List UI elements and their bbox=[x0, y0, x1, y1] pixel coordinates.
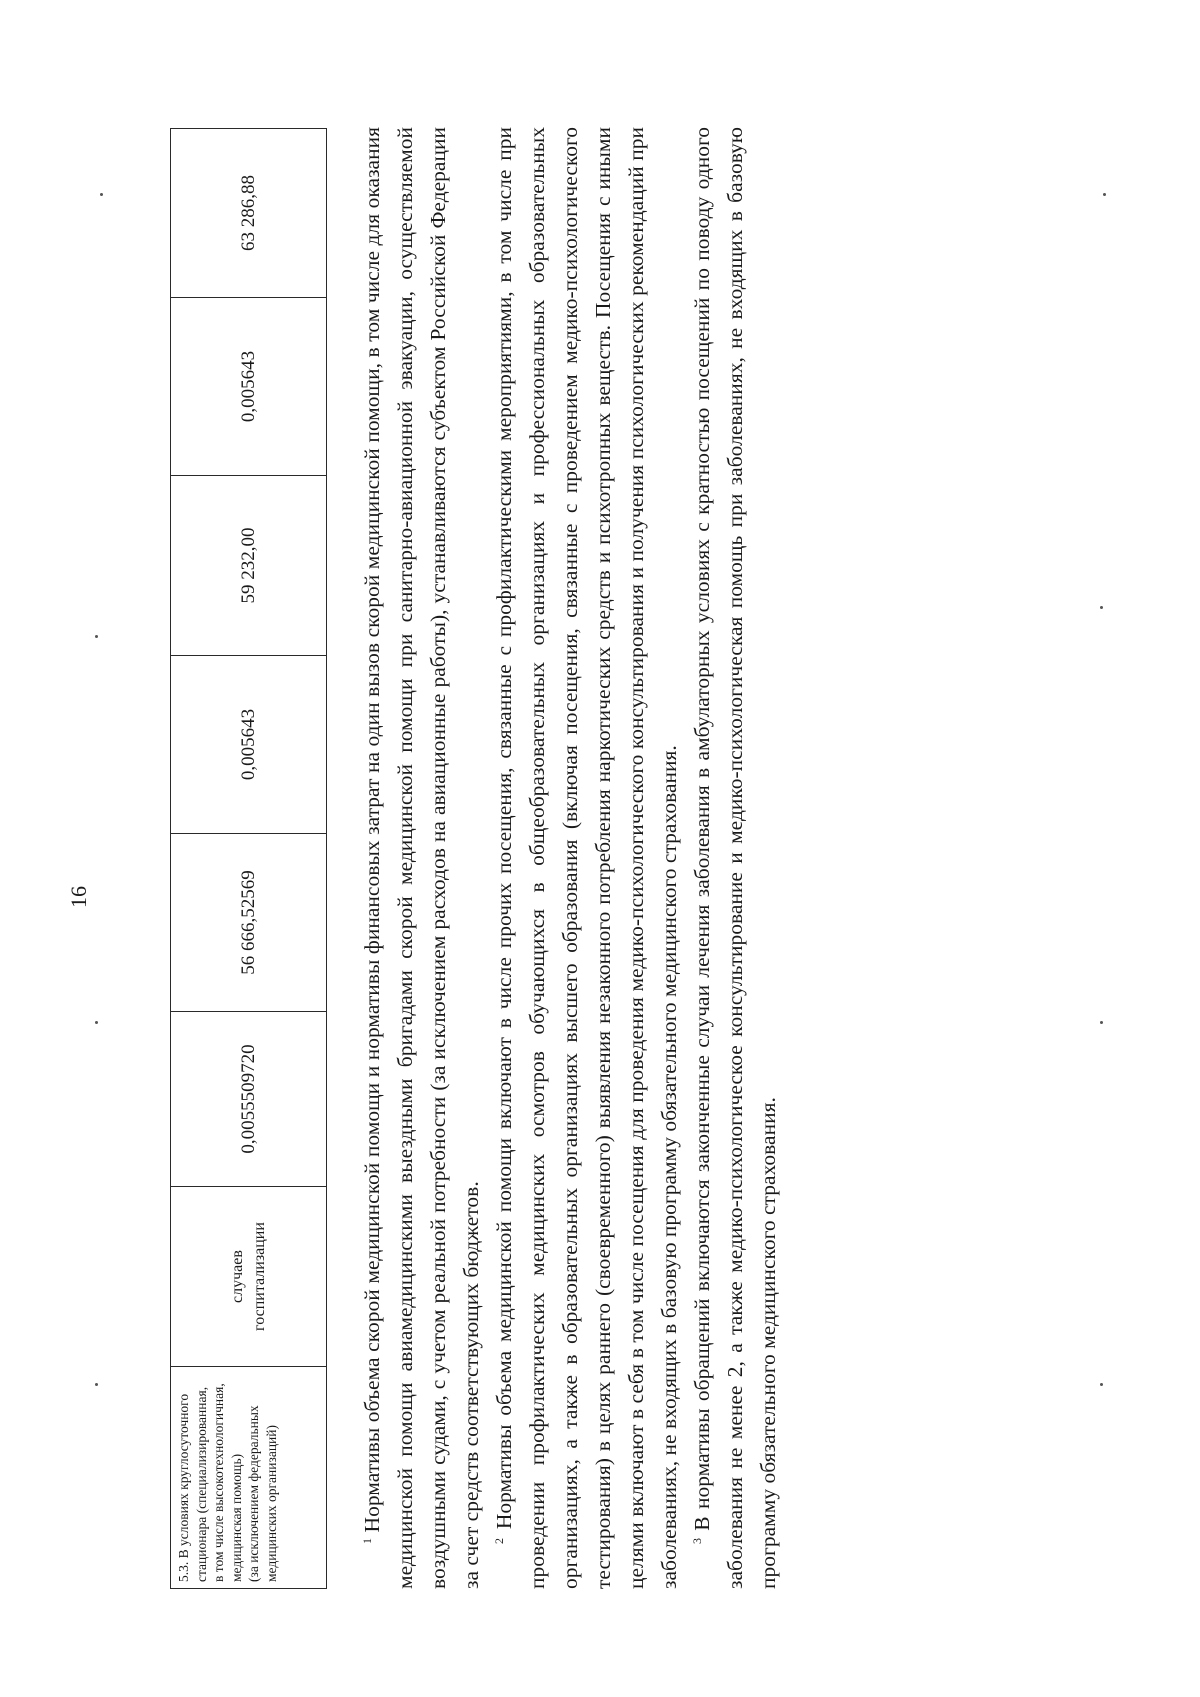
value-cell: 0,0055509720 bbox=[171, 1012, 327, 1187]
row-name-line: медицинских организаций) bbox=[263, 1425, 279, 1582]
unit-cell bbox=[171, 1187, 327, 1367]
scan-speck bbox=[100, 193, 103, 196]
row-name-line: 5.3. В условиях круглосуточного bbox=[176, 1393, 191, 1582]
scan-speck bbox=[1100, 1383, 1103, 1386]
unit-line: госпитализации bbox=[250, 1222, 268, 1331]
footnote-text: Нормативы объема скорой медицинской помощи и нормативы финансовых затрат на один вызов скорой медицинской помощи, в том числе для оказания медицинской помощи авиамедицинскими выездными бригадами скорой медицинской помощи при санитарно-авиационной эвакуации, осуществляемой воздушными судами, с учетом реальной потребности (за исключением расходов на авиационные работы), устанавливаются субъектом Российской Федерации за счет средств соответствующих бюджетов. bbox=[360, 126, 483, 1589]
row-name-cell bbox=[171, 1367, 327, 1589]
row-name-line: (за исключением федеральных bbox=[246, 1405, 262, 1582]
scan-speck bbox=[95, 1021, 98, 1024]
scan-speck bbox=[95, 635, 98, 638]
footnote-text: Нормативы объема медицинской помощи включают в числе прочих посещения, связанные с профилактическими мероприятиями, в том числе при проведении профилактических медицинских осмотров обучающихся в общеобразовательных организациях и профессиональных образовательных организациях, а также в образовательных организациях высшего образования (включая посещения, связанные с проведением медико-психологического тестирования) в целях раннего (своевременного) выявления незаконного потребления наркотических средств и психотропных веществ. Посещения с иными целями включают в себя в том числе посещения для проведения медико-психологического консультирования и получения психологических рекомендаций при заболеваниях, не входящих в базовую программу обязательного медицинского страхования. bbox=[492, 126, 681, 1589]
unit-line: случаев bbox=[228, 1250, 246, 1303]
row-name-line: стационара (специализированная, bbox=[193, 1386, 209, 1582]
table-row bbox=[171, 129, 327, 1589]
scan-speck bbox=[1100, 606, 1103, 609]
value-cell: 56 666,52569 bbox=[171, 834, 327, 1012]
row-name-line: в том числе высокотехнологичная, bbox=[211, 1383, 227, 1582]
footnote-mark: 1 bbox=[359, 1538, 374, 1544]
value-cell: 0,005643 bbox=[171, 656, 327, 834]
value-cell: 63 286,88 bbox=[171, 129, 327, 298]
value-cell: 0,005643 bbox=[171, 298, 327, 476]
footnote bbox=[356, 127, 488, 1589]
row-name-line: медицинская помощь) bbox=[228, 1453, 244, 1582]
value-cell: 59 232,00 bbox=[171, 476, 327, 656]
page-number: 16 bbox=[66, 886, 91, 908]
scan-speck bbox=[95, 1383, 98, 1386]
scan-speck bbox=[1100, 1021, 1103, 1024]
footnote bbox=[686, 127, 785, 1589]
normatives-table bbox=[170, 128, 327, 1589]
footnotes bbox=[356, 127, 785, 1589]
footnote-mark: 3 bbox=[689, 1538, 704, 1544]
footnote-text: В нормативы обращений включаются законченные случаи лечения заболевания в амбулаторных условиях с кратностью посещений по поводу одного заболевания не менее 2, а также медико-психологическое консультирование и медико-психологическая помощь при заболеваниях, не входящих в базовую программу обязательного медицинского страхования. bbox=[690, 127, 780, 1589]
footnote bbox=[488, 127, 686, 1589]
footnote-mark: 2 bbox=[491, 1538, 506, 1544]
scan-speck bbox=[1103, 193, 1106, 196]
